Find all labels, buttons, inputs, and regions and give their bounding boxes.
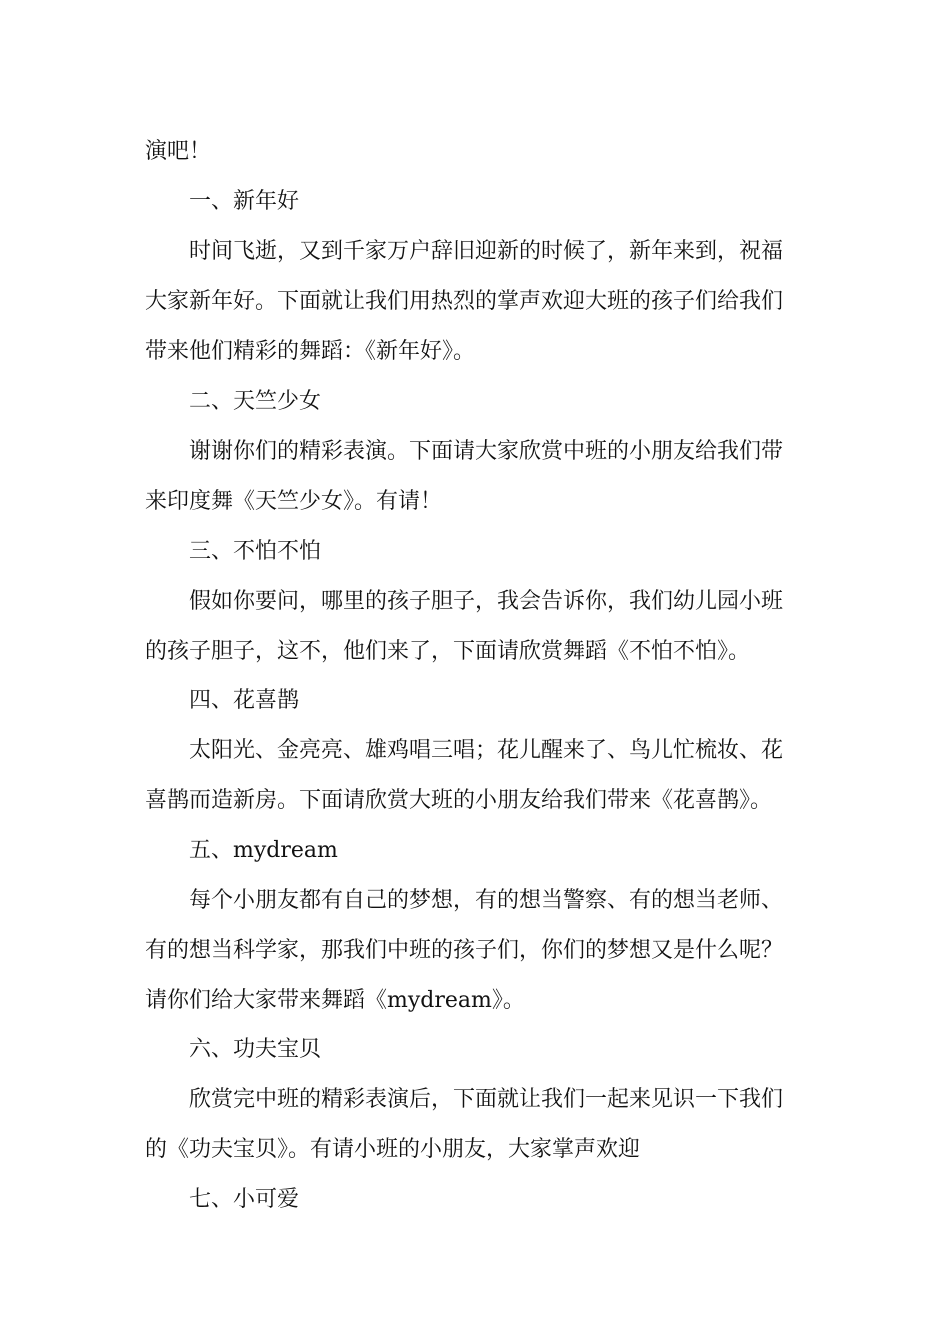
text-line: 欣赏完中班的精彩表演后，下面就让我们一起来见识一下我们 [189, 1087, 784, 1112]
text-line: 的孩子胆子，这不，他们来了，下面请欣赏舞蹈《不怕不怕》。 [145, 639, 751, 664]
section-heading: 三、不怕不怕 [189, 539, 322, 564]
text-line: 时间飞逝，又到千家万户辞旧迎新的时候了，新年来到，祝福 [189, 239, 784, 264]
text-line: 假如你要问，哪里的孩子胆子，我会告诉你，我们幼儿园小班 [189, 589, 784, 614]
text-line: 来印度舞《天竺少女》。有请！ [145, 489, 443, 514]
text-line: 带来他们精彩的舞蹈：《新年好》。 [145, 339, 476, 364]
section-heading: 六、功夫宝贝 [189, 1037, 322, 1062]
section-heading: 五、mydream [189, 838, 338, 863]
section-heading: 一、新年好 [189, 189, 300, 214]
text-line: 太阳光、金亮亮、雄鸡唱三唱；花儿醒来了、鸟儿忙梳妆、花 [189, 738, 784, 763]
text-line: 喜鹊而造新房。下面请欣赏大班的小朋友给我们带来《花喜鹊》。 [145, 788, 773, 813]
text-line: 每个小朋友都有自己的梦想，有的想当警察、有的想当老师、 [189, 888, 784, 913]
section-heading: 七、小可爱 [189, 1187, 300, 1212]
section-heading: 四、花喜鹊 [189, 688, 300, 713]
text-line: 请你们给大家带来舞蹈《mydream》。 [145, 988, 525, 1013]
section-heading: 二、天竺少女 [189, 389, 322, 414]
text-line: 谢谢你们的精彩表演。下面请大家欣赏中班的小朋友给我们带 [189, 439, 784, 464]
text-line: 有的想当科学家，那我们中班的孩子们，你们的梦想又是什么呢？ [145, 938, 784, 963]
text-line: 的《功夫宝贝》。有请小班的小朋友，大家掌声欢迎 [145, 1137, 641, 1162]
text-line: 大家新年好。下面就让我们用热烈的掌声欢迎大班的孩子们给我们 [145, 289, 784, 314]
text-line: 演吧！ [145, 139, 212, 164]
